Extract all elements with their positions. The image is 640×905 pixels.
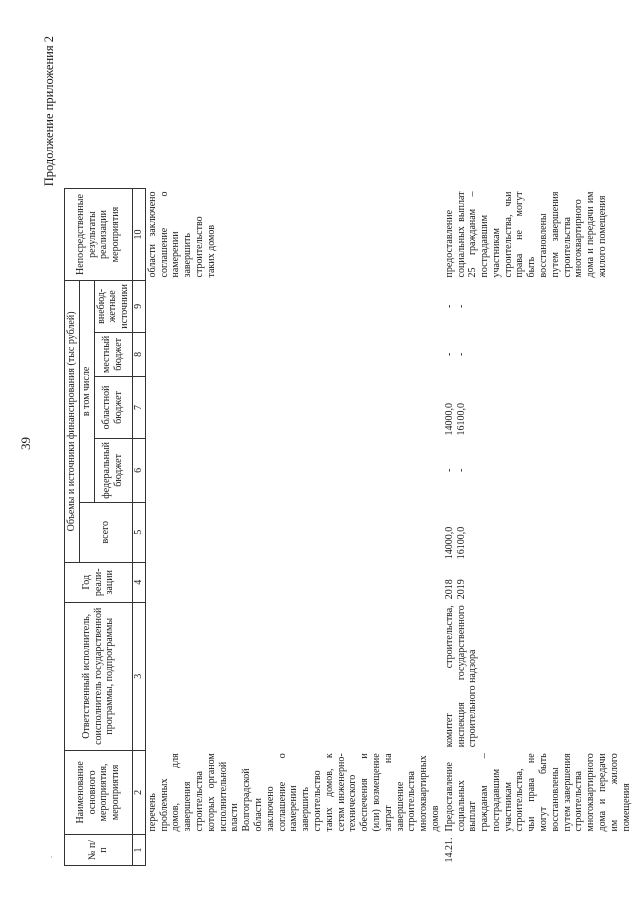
header-federal: федеральный бюджет: [94, 438, 132, 502]
header-total: всего: [79, 502, 132, 562]
header-extra: внебюд-жетные источники: [94, 281, 132, 333]
row-regional: 14000,0 16100,0: [443, 402, 467, 436]
col-number-8: 8: [132, 332, 145, 376]
col-number-2: 2: [132, 750, 145, 834]
page-number: 39: [18, 437, 33, 450]
col-number-7: 7: [132, 376, 145, 438]
rotated-table-page: [42, 34, 632, 866]
col-number-10: 10: [132, 189, 145, 281]
row-total: [145, 502, 442, 562]
row-year: 2018 2019: [443, 579, 467, 600]
header-name: Наименование основного мероприятия, мероприятия: [65, 750, 133, 834]
header-including: в том числе: [79, 281, 94, 503]
row-name: перечень проблемных домов, для завершения строительства которых органом исполнительной власти Волгоградской области заключено соглашение о намерении завершить строительство таких домов, к сетям инженерно-технического обеспечения и (или) возмещение затрат на завершение строительства многоквартирных домов: [146, 753, 441, 832]
header-year: Год реали-зации: [65, 562, 133, 602]
header-results: Непосредственные результаты реализации мероприятия: [65, 189, 133, 281]
row-federal: - -: [443, 468, 467, 473]
row-executor: комитет строительства, инспекция государственного строительного надзора: [443, 605, 479, 748]
col-number-5: 5: [132, 502, 145, 562]
col-number-3: 3: [132, 602, 145, 750]
row-num: [145, 835, 442, 866]
row-federal: [145, 438, 442, 502]
row-local: [145, 332, 442, 376]
col-number-6: 6: [132, 438, 145, 502]
header-local: местный бюджет: [94, 332, 132, 376]
row-extra: - -: [443, 304, 467, 309]
continuation-label: Продолжение приложения 2: [42, 36, 56, 187]
table-row: [443, 189, 634, 866]
row-result: предоставление социальных выплат 25 гражданам – пострадавшим участникам строительства, чьи права не могут быть восстановлены путем завершения строительства многоквартирного дома и передачи им жилого помещения: [443, 191, 609, 278]
row-year: [145, 562, 442, 602]
row-local: - -: [443, 352, 467, 357]
col-number-1: 1: [132, 835, 145, 866]
col-number-9: 9: [132, 281, 145, 333]
header-num: № п/п: [65, 835, 133, 866]
row-executor: [145, 602, 442, 750]
header-executor: Ответственный исполнитель, соисполнитель государственной программы, подпрограммы: [65, 602, 133, 750]
row-num: 14.21.: [443, 837, 455, 863]
row-result: области заключено соглашение о намерении завершить строительство таких домов: [146, 191, 217, 278]
header-regional: областной бюджет: [94, 376, 132, 438]
scan-mark: ·: [50, 852, 53, 862]
row-total: 14000,0 16100,0: [443, 526, 467, 560]
header-funding: Объемы и источники финансирования (тыс рублей): [65, 281, 80, 563]
program-table: [64, 188, 633, 866]
row-regional: [145, 376, 442, 438]
row-extra: [145, 281, 442, 333]
table-row: [145, 189, 442, 866]
row-name: Предоставление социальных выплат гражданам – пострадавшим участникам строительства, чьи права не могут быть восстановлены путем завершения строительства многоквартирного дома и передачи им жилого помещения: [443, 753, 632, 832]
col-number-4: 4: [132, 562, 145, 602]
